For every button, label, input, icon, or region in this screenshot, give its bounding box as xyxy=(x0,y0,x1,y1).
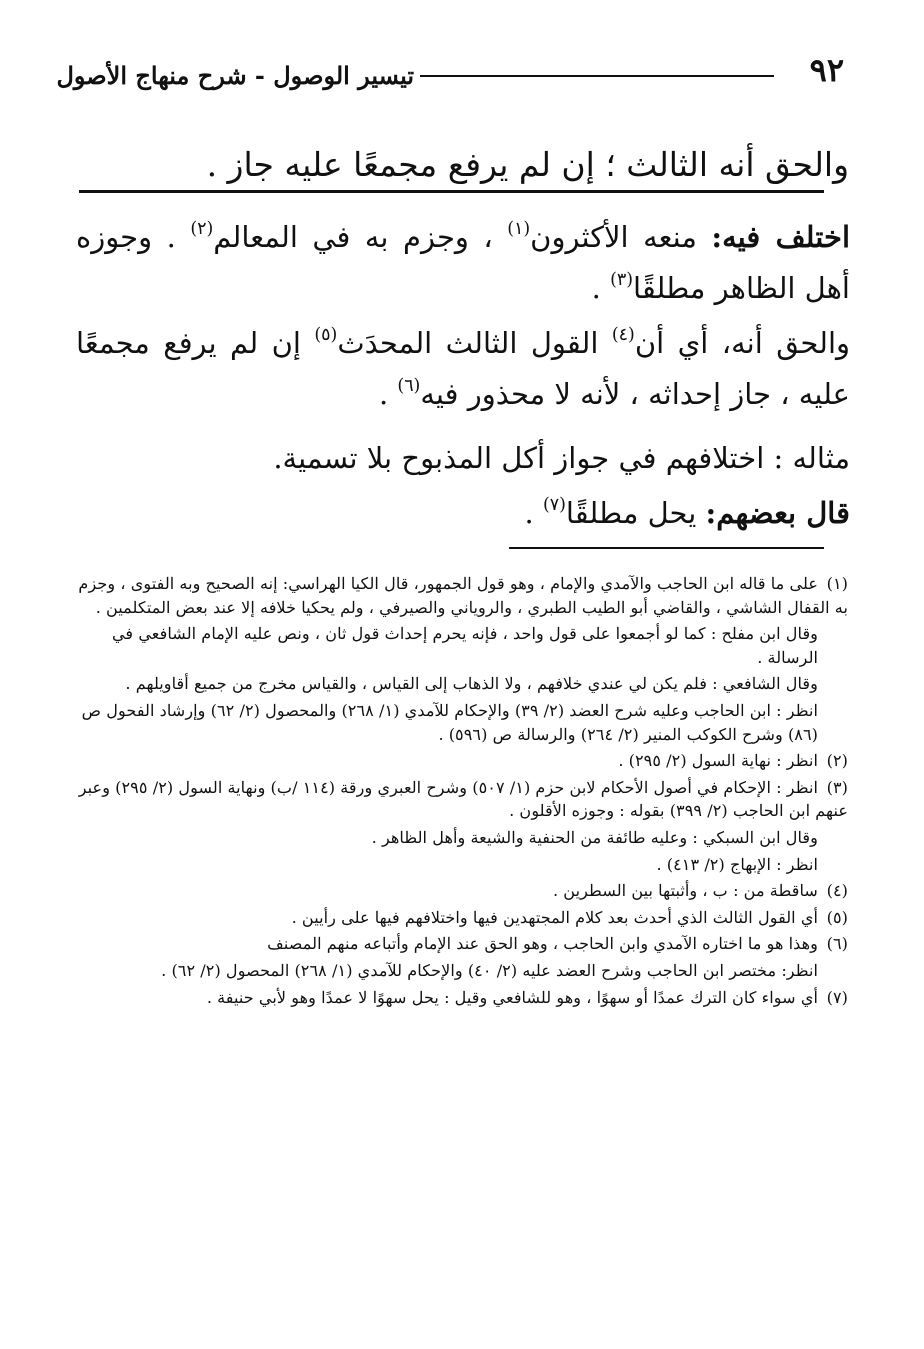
footnote-ref[interactable]: (٥) xyxy=(314,324,338,345)
footnote-1-continuation: وقال الشافعي : فلم يكن لي عندي خلافهم ، ولا الذهاب إلى القياس ، والقياس مخرج من جميع أقاويلهم . xyxy=(125,674,818,694)
footnote-4 xyxy=(76,879,848,903)
text-segment: . xyxy=(591,271,611,305)
footnote-1-continuation: انظر : ابن الحاجب وعليه شرح العضد (٢/ ٣٩) والإحكام للآمدي (١/ ٢٦٨) والمحصول (٢/ ٦٢) وإرشاد الفحول ص (٨٦) وشرح الكوكب المنير (٢/ ٢٦٤) والرسالة ص (٥٩٦) . xyxy=(81,700,818,744)
footnote-3 xyxy=(76,776,848,823)
footnote-1 xyxy=(76,572,848,619)
footnote-text: ساقطة من : ب ، وأثبتها بين السطرين . xyxy=(552,881,818,901)
header-rule xyxy=(420,75,774,77)
commentary-paragraph-4 xyxy=(76,488,850,539)
text-segment: إن لم يرفع مجمعًا عليه ، جاز إحداثه ، لأنه لا محذور فيه xyxy=(76,326,850,411)
footnote-marker: (٥) xyxy=(826,907,848,927)
commentary-paragraph-1 xyxy=(76,212,850,314)
footnote-2 xyxy=(76,749,848,773)
text-segment: . xyxy=(378,377,398,411)
matn-rule xyxy=(79,190,824,193)
footnote-marker: (٢) xyxy=(826,751,848,771)
footnote-ref[interactable]: (٢) xyxy=(190,218,214,239)
footnote-text: أي القول الثالث الذي أحدث بعد كلام المجتهدين فيها واختلافهم فيها على رأيين . xyxy=(291,907,818,927)
running-title: تيسير الوصول - شرح منهاج الأصول xyxy=(56,61,414,90)
text-segment: ، وجزم به في المعالم xyxy=(213,220,508,254)
footnote-6 xyxy=(76,932,848,956)
text-segment: يحل مطلقًا xyxy=(565,496,706,530)
commentary-paragraph-2 xyxy=(76,318,850,420)
footnote-ref[interactable]: (٦) xyxy=(397,375,421,396)
matn-text: والحق أنه الثالث ؛ إن لم يرفع مجمعًا عليه جاز . xyxy=(206,145,849,184)
footnote-marker: (٤) xyxy=(826,881,848,901)
text-segment: القول الثالث المحدَث xyxy=(337,326,612,360)
footnote-marker: (٦) xyxy=(826,934,848,954)
footnote-5 xyxy=(76,906,848,930)
footnote-ref[interactable]: (٣) xyxy=(610,269,633,290)
footnote-text: أي سواء كان الترك عمدًا أو سهوًا ، وهو للشافعي وقيل : يحل سهوًا لا عمدًا وهو لأبي حنيفة . xyxy=(206,987,818,1007)
footnote-6-continuation: انظر: مختصر ابن الحاجب وشرح العضد عليه (٢/ ٤٠) والإحكام للآمدي (١/ ٢٦٨) المحصول (٢/ ٦٢) . xyxy=(161,960,818,980)
footnote-ref[interactable]: (٧) xyxy=(542,494,566,515)
footnote-3-continuation: انظر : الإبهاج (٢/ ٤١٣) . xyxy=(656,854,818,874)
keyword: قال بعضهم: xyxy=(705,496,850,530)
text-segment: . وجوزه أهل الظاهر مطلقًا xyxy=(76,220,850,305)
footnote-7 xyxy=(76,986,848,1010)
footnote-3-continuation: وقال ابن السبكي : وعليه طائفة من الحنفية والشيعة وأهل الظاهر . xyxy=(371,827,818,847)
footnote-marker: (٣) xyxy=(826,777,848,797)
footnote-separator xyxy=(509,547,824,549)
page-number: ٩٢ xyxy=(809,51,844,89)
footnote-marker: (٧) xyxy=(826,987,848,1007)
keyword: اختلف فيه: xyxy=(711,220,851,254)
footnote-ref[interactable]: (١) xyxy=(507,218,531,239)
footnote-text: انظر : نهاية السول (٢/ ٢٩٥) . xyxy=(618,751,818,771)
footnote-text: وهذا هو ما اختاره الآمدي وابن الحاجب ، وهو الحق عند الإمام وأتباعه منهم المصنف xyxy=(267,934,818,954)
footnotes xyxy=(76,572,848,1012)
commentary-paragraph-3: مثاله : اختلافهم في جواز أكل المذبوح بلا تسمية. xyxy=(273,441,850,475)
text-segment: منعه الأكثرون xyxy=(530,220,712,254)
footnote-text: انظر : الإحكام في أصول الأحكام لابن حزم (١/ ٥٠٧) وشرح العبري ورقة (١١٤ /ب) ونهاية السول (٢/ ٢٩٥) وعبر عنهم ابن الحاجب (٢/ ٣٩٩) بقوله : وجوزه الأقلون . xyxy=(78,777,848,821)
footnote-ref[interactable]: (٤) xyxy=(611,324,635,345)
footnote-marker: (١) xyxy=(826,574,848,593)
text-segment: . xyxy=(524,496,543,530)
footnote-text: على ما قاله ابن الحاجب والآمدي والإمام ، وهو قول الجمهور، قال الكيا الهراسي: إنه الصحيح وبه الفتوى ، وجزم به القفال الشاشي ، والقاضي أبو الطيب الطبري ، والروياني والصيرفي ، ولم يحكيا خلافه إلا عند بعض المتكلمين . xyxy=(78,574,848,617)
text-segment: والحق أنه، أي أن xyxy=(634,326,851,360)
footnote-1-continuation: وقال ابن مفلح : كما لو أجمعوا على قول واحد ، فإنه يحرم إحداث قول ثان ، ونص عليه الإمام الشافعي في الرسالة . xyxy=(111,624,818,667)
